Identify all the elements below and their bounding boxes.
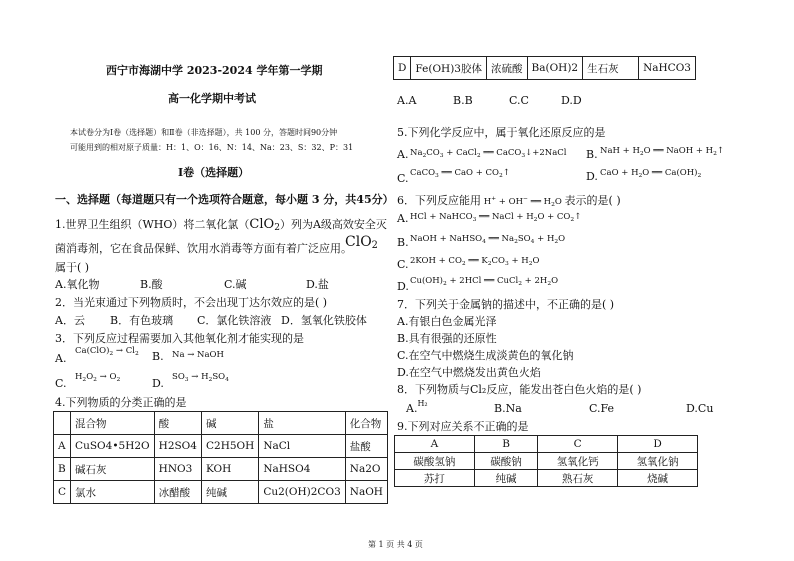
q4-cell: NaHSO4 bbox=[259, 458, 345, 481]
part1-title: Ⅰ卷（选择题） bbox=[178, 166, 250, 179]
q5-option-d[interactable] bbox=[586, 170, 598, 183]
q6-option-d-formula: $Cu(OH)_2 + 2HCl$ ══ CuCl$_2$ + $2H_2O$ bbox=[410, 276, 559, 287]
q8-option-a-label: A. bbox=[406, 402, 418, 415]
q3-option-b[interactable] bbox=[152, 350, 164, 363]
q5-option-b-label: B. bbox=[586, 148, 598, 161]
q9-cell: 纯碱 bbox=[474, 470, 537, 487]
q4-cell: Cu2(OH)2CO3 bbox=[259, 481, 345, 504]
q9-cell: 氢氧化钙 bbox=[538, 453, 618, 470]
q1-option-b[interactable]: B.酸 bbox=[140, 278, 163, 291]
page-footer: 第 1 页 共 4 页 bbox=[368, 540, 423, 549]
q6-option-c-formula: $2KOH + CO_2$ ══ $K_2CO_3 + H_2O$ bbox=[410, 256, 540, 267]
q9-cell: 苏打 bbox=[395, 470, 475, 487]
q1-stem-part1: 1.世界卫生组织（WHO）将二氧化氯（ bbox=[55, 218, 250, 231]
q1-formula: ClO bbox=[249, 217, 275, 232]
q1-stem bbox=[55, 216, 387, 232]
q3-option-a-label: A. bbox=[55, 352, 67, 365]
q3-option-d[interactable] bbox=[152, 377, 164, 390]
q9-table bbox=[394, 435, 698, 487]
q1-formula-2: ClO bbox=[345, 234, 372, 250]
q3-option-c-label: C. bbox=[55, 377, 67, 390]
q6-stem bbox=[397, 192, 621, 208]
table-row bbox=[395, 470, 698, 487]
q9-cell: 氢氧化钠 bbox=[618, 453, 698, 470]
q2-option-b[interactable]: B．有色玻璃 bbox=[110, 314, 174, 327]
q5-option-a[interactable] bbox=[397, 148, 408, 161]
q3-option-c[interactable] bbox=[55, 377, 67, 390]
q7-option-a[interactable]: A.有银白色金属光泽 bbox=[397, 315, 497, 328]
q5-stem: 5.下列化学反应中，属于氧化还原反应的是 bbox=[397, 126, 606, 139]
q1-option-a[interactable]: A.氧化物 bbox=[55, 278, 100, 291]
table-row bbox=[54, 481, 388, 504]
q4-table-row-d bbox=[393, 56, 696, 80]
q9-cell: 碳酸氢钠 bbox=[395, 453, 475, 470]
q6-option-a-label: A. bbox=[397, 212, 409, 225]
q5-option-b[interactable] bbox=[586, 148, 598, 161]
q6-option-b-label: B. bbox=[397, 236, 409, 249]
q2-option-a[interactable]: A．云 bbox=[55, 314, 85, 327]
q5-option-b-formula: NaH + $H_2O$ ══ NaOH + $H_2↑$ bbox=[600, 146, 724, 157]
school-title: 西宁市海湖中学 2023-2024 学年第一学期 bbox=[106, 64, 323, 77]
q1-stem-line3: 属于( ) bbox=[55, 261, 90, 274]
q5-option-c[interactable] bbox=[397, 172, 409, 185]
q4-cell: B bbox=[54, 458, 71, 481]
q7-stem: 7．下列关于金属钠的描述中，不正确的是( ) bbox=[397, 298, 615, 311]
q6-ionic-equation: H+ + OH− ══ $H_2O$ bbox=[481, 195, 565, 208]
q4-cell: 碱石灰 bbox=[71, 458, 155, 481]
q1-clo2-formula bbox=[249, 217, 280, 232]
q3-option-a[interactable] bbox=[55, 352, 66, 365]
q4-cell: D bbox=[394, 57, 411, 80]
q4-option-c[interactable]: C.C bbox=[509, 94, 529, 107]
q8-option-a[interactable] bbox=[406, 399, 428, 415]
q4-cell: C2H5OH bbox=[201, 435, 258, 458]
q4-cell: Ba(OH)2 bbox=[527, 57, 583, 80]
q2-option-d[interactable]: D．氢氧化铁胶体 bbox=[281, 314, 367, 327]
exam-note-1: 本试卷分为Ⅰ卷（选择题）和Ⅱ卷（非选择题），共 100 分，答题时间90分钟 bbox=[70, 128, 338, 137]
q7-option-c[interactable]: C.在空气中燃烧生成淡黄色的氧化钠 bbox=[397, 349, 574, 362]
q9-header-d: D bbox=[618, 436, 698, 453]
q1-formula-sub: 2 bbox=[274, 223, 280, 233]
table-row bbox=[54, 458, 388, 481]
section1-title: 一、选择题（每道题只有一个选项符合题意，每小题 3 分，共45分） bbox=[55, 193, 394, 206]
q6-option-b-formula: NaOH + NaHSO$_4$ ══ $Na_2SO_4 + H_2O$ bbox=[410, 234, 566, 245]
q4-stem: 4.下列物质的分类正确的是 bbox=[55, 396, 187, 409]
q5-option-d-label: D. bbox=[586, 170, 598, 183]
q4-cell: 浓硫酸 bbox=[487, 57, 528, 80]
q9-table-header-row bbox=[395, 436, 698, 453]
q4-table-header-row bbox=[54, 412, 388, 435]
q3-stem: 3．下列反应过程需要加入其他氧化剂才能实现的是 bbox=[55, 332, 304, 345]
q6-option-c[interactable] bbox=[397, 258, 409, 271]
q1-stem-part2: ）列为A级高效安全灭 bbox=[279, 218, 387, 231]
q3-option-b-label: B. bbox=[152, 350, 164, 363]
q4-cell: 氯水 bbox=[71, 481, 155, 504]
q9-header-c: C bbox=[538, 436, 618, 453]
q1-formula-2-sub: 2 bbox=[371, 240, 378, 251]
q9-stem: 9.下列对应关系不正确的是 bbox=[397, 420, 529, 433]
q4-cell: Fe(OH)3胶体 bbox=[411, 57, 487, 80]
q7-option-b[interactable]: B.具有很强的还原性 bbox=[397, 332, 497, 345]
q5-option-a-formula: $Na_2CO_3$ + CaCl$_2$ ══ CaCO$_3$↓+2NaCl bbox=[410, 148, 567, 159]
exam-title: 高一化学期中考试 bbox=[168, 92, 256, 105]
q9-cell: 熟石灰 bbox=[538, 470, 618, 487]
q4-cell: NaCl bbox=[259, 435, 345, 458]
q4-cell: 盐酸 bbox=[345, 435, 387, 458]
q5-option-c-formula: CaCO$_3$ ══ CaO + $CO_2↑$ bbox=[410, 168, 510, 179]
q3-option-b-formula: Na → NaOH bbox=[172, 350, 224, 360]
q2-option-c[interactable]: C．氯化铁溶液 bbox=[197, 314, 272, 327]
q9-header-a: A bbox=[395, 436, 475, 453]
q8-option-b[interactable]: B.Na bbox=[494, 402, 522, 415]
q7-option-d[interactable]: D.在空气中燃烧发出黄色火焰 bbox=[397, 366, 541, 379]
q4-option-a[interactable]: A.A bbox=[397, 94, 417, 107]
q1-stem-line2: 菌消毒剂，它在食品保鲜、饮用水消毒等方面有着广泛应用。 bbox=[55, 242, 352, 255]
q5-option-a-label: A. bbox=[397, 148, 409, 161]
q4-cell: 纯碱 bbox=[201, 481, 258, 504]
q4-option-b[interactable]: B.B bbox=[453, 94, 473, 107]
q4-cell: A bbox=[54, 435, 71, 458]
q4-header-acid: 酸 bbox=[154, 412, 201, 435]
q4-cell: H2SO4 bbox=[154, 435, 201, 458]
q4-header-compound: 化合物 bbox=[345, 412, 387, 435]
q4-cell: CuSO4•5H2O bbox=[71, 435, 155, 458]
q4-cell: C bbox=[54, 481, 71, 504]
q4-cell: NaHCO3 bbox=[639, 57, 696, 80]
q8-option-a-formula: H₂ bbox=[417, 399, 428, 408]
q6-option-b[interactable] bbox=[397, 236, 409, 249]
q4-cell: 冰醋酸 bbox=[154, 481, 201, 504]
q4-header-salt: 盐 bbox=[259, 412, 345, 435]
q3-option-d-label: D. bbox=[152, 377, 164, 390]
q6-option-d[interactable] bbox=[397, 280, 409, 293]
q4-cell: KOH bbox=[201, 458, 258, 481]
q6-option-d-label: D. bbox=[397, 280, 409, 293]
q1-clo2-formula-2 bbox=[345, 234, 378, 250]
q6-option-a[interactable] bbox=[397, 212, 408, 225]
q3-option-c-formula: $H_2O_2 \to O_2$ bbox=[75, 372, 121, 383]
q9-cell: 碳酸钠 bbox=[474, 453, 537, 470]
q4-header-base: 碱 bbox=[201, 412, 258, 435]
table-row bbox=[54, 435, 388, 458]
q4-cell: NaOH bbox=[345, 481, 387, 504]
q1-option-c[interactable]: C.碱 bbox=[224, 278, 247, 291]
q6-stem-part1: 6．下列反应能用 bbox=[397, 194, 481, 207]
q2-stem: 2．当光束通过下列物质时，不会出现丁达尔效应的是( ) bbox=[55, 296, 328, 309]
q6-option-a-formula: HCl + NaHCO$_3$ ══ NaCl + $H_2O$ + $CO_2↑$ bbox=[410, 212, 582, 223]
q4-header-mixture: 混合物 bbox=[71, 412, 155, 435]
q8-stem: 8．下列物质与Cl₂反应，能发出苍白色火焰的是( ) bbox=[397, 383, 642, 396]
q6-option-c-label: C. bbox=[397, 258, 409, 271]
q4-header-blank bbox=[54, 412, 71, 435]
q4-option-d[interactable]: D.D bbox=[561, 94, 582, 107]
q9-header-b: B bbox=[474, 436, 537, 453]
q4-cell: HNO3 bbox=[154, 458, 201, 481]
q4-cell: Na2O bbox=[345, 458, 387, 481]
q5-option-d-formula: CaO + $H_2O$ ══ $Ca(OH)_2$ bbox=[600, 168, 702, 179]
table-row bbox=[394, 57, 696, 80]
q9-cell: 烧碱 bbox=[618, 470, 698, 487]
q3-option-a-formula: $Ca(ClO)_2 \to Cl_2$ bbox=[75, 346, 139, 357]
q5-option-c-label: C. bbox=[397, 172, 409, 185]
q6-stem-part2: 表示的是( ) bbox=[564, 194, 621, 207]
q8-option-c[interactable]: C.Fe bbox=[589, 402, 615, 415]
q3-option-d-formula: $SO_3 \to H_2SO_4$ bbox=[172, 372, 229, 383]
q4-cell: 生石灰 bbox=[583, 57, 639, 80]
table-row bbox=[395, 453, 698, 470]
q4-table bbox=[53, 411, 388, 504]
q8-option-d[interactable]: D.Cu bbox=[686, 402, 714, 415]
exam-note-2: 可能用到的相对原子质量：H：1、O：16、N：14、Na：23、S：32、P：31 bbox=[70, 143, 354, 152]
q1-option-d[interactable]: D.盐 bbox=[306, 278, 329, 291]
